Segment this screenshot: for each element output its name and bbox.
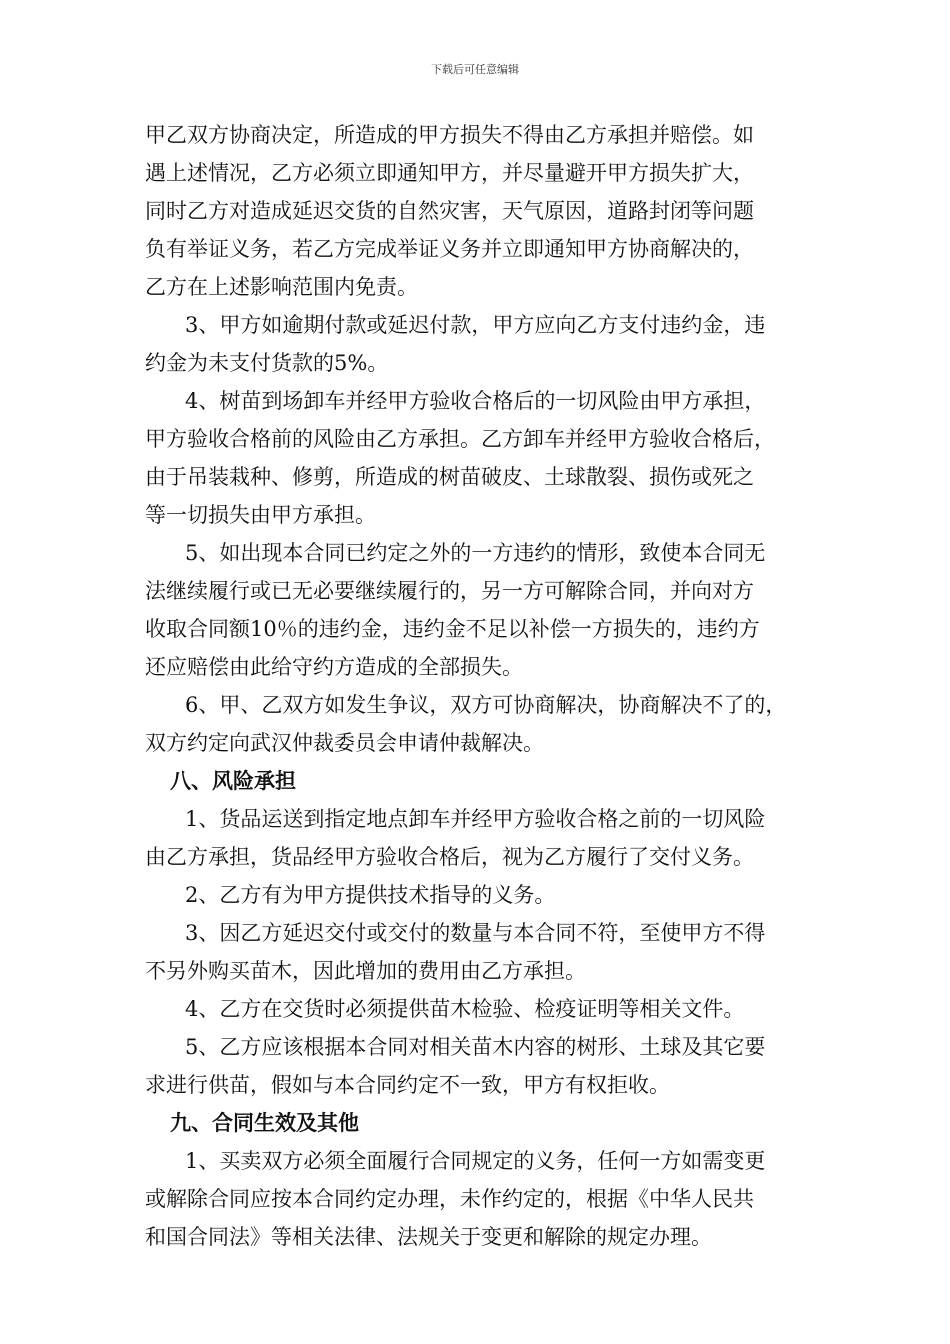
clause-5-start: 5、如出现本合同已约定之外的一方违约的情形，致使本合同无 <box>185 541 766 565</box>
page-header: 下载后可任意编辑 <box>431 63 519 76</box>
text-line: 约金为未支付货款的5%。 <box>145 351 389 375</box>
text-line: 由乙方承担，货品经甲方验收合格后，视为乙方履行了交付义务。 <box>145 845 754 869</box>
text-line: 双方约定向武汉仲裁委员会申请仲裁解决。 <box>145 731 544 755</box>
text-line: 法继续履行或已无必要继续履行的，另一方可解除合同，并向对方 <box>145 579 754 603</box>
risk-clause-3-start: 3、因乙方延迟交付或交付的数量与本合同不符，至使甲方不得 <box>185 921 766 945</box>
text-line: 和国合同法》等相关法律、法规关于变更和解除的规定办理。 <box>145 1225 712 1249</box>
clause-3-start: 3、甲方如逾期付款或延迟付款，甲方应向乙方支付违约金，违 <box>185 313 766 337</box>
risk-clause-2: 2、乙方有为甲方提供技术指导的义务。 <box>185 883 556 907</box>
text-line: 乙方在上述影响范围内免责。 <box>145 275 418 299</box>
text-line: 由于吊装栽种、修剪，所造成的树苗破皮、土球散裂、损伤或死之 <box>145 465 754 489</box>
text-line: 不另外购买苗木，因此增加的费用由乙方承担。 <box>145 959 586 983</box>
text-line: 负有举证义务，若乙方完成举证义务并立即通知甲方协商解决的， <box>145 237 754 261</box>
clause-6-start: 6、甲、乙双方如发生争议，双方可协商解决，协商解决不了的， <box>185 693 787 717</box>
text-line: 等一切损失由甲方承担。 <box>145 503 376 527</box>
risk-clause-4: 4、乙方在交货时必须提供苗木检验、检疫证明等相关文件。 <box>185 997 745 1021</box>
risk-clause-1-start: 1、货品运送到指定地点卸车并经甲方验收合格之前的一切风险 <box>185 807 766 831</box>
text-line: 甲乙双方协商决定，所造成的甲方损失不得由乙方承担并赔偿。如 <box>145 123 754 147</box>
text-line: 或解除合同应按本合同约定办理，未作约定的，根据《中华人民共 <box>145 1187 754 1211</box>
clause-4-start: 4、树苗到场卸车并经甲方验收合格后的一切风险由甲方承担， <box>185 389 766 413</box>
document-body <box>145 116 805 1256</box>
section-heading-risk: 八、风险承担 <box>170 768 296 793</box>
text-line: 遇上述情况，乙方必须立即通知甲方，并尽量避开甲方损失扩大， <box>145 161 754 185</box>
text-line: 甲方验收合格前的风险由乙方承担。乙方卸车并经甲方验收合格后， <box>145 427 775 451</box>
section-heading-effect: 九、合同生效及其他 <box>170 1110 359 1135</box>
text-line: 收取合同额10％的违约金，违约金不足以补偿一方损失的，违约方 <box>145 617 760 641</box>
text-line: 求进行供苗，假如与本合同约定不一致，甲方有权拒收。 <box>145 1073 670 1097</box>
risk-clause-5-start: 5、乙方应该根据本合同对相关苗木内容的树形、土球及其它要 <box>185 1035 766 1059</box>
text-line: 还应赔偿由此给守约方造成的全部损失。 <box>145 655 523 679</box>
text-line: 同时乙方对造成延迟交货的自然灾害，天气原因，道路封闭等问题 <box>145 199 754 223</box>
effect-clause-1-start: 1、买卖双方必须全面履行合同规定的义务，任何一方如需变更 <box>185 1149 766 1173</box>
